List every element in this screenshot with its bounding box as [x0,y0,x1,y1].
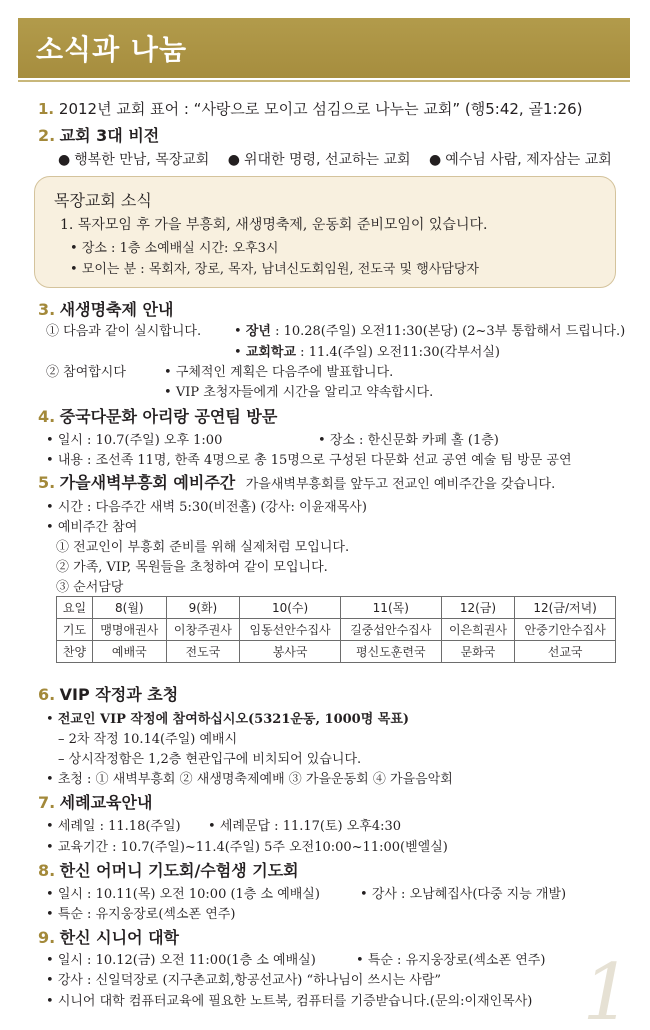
box-line: 1. 목자모임 후 가을 부흥회, 새생명축제, 운동회 준비모임이 있습니다. [60,217,488,233]
senior-donation [46,990,532,1009]
table-cell: 길중섭안수집사 [340,619,441,641]
section-title: VIP 작정과 초청 [59,685,179,704]
bullet-icon: • [46,433,58,448]
section-number: 5. [38,473,56,492]
vision-list [58,149,612,169]
bullet-icon: • [46,953,58,968]
vip-line [46,708,409,727]
detail-text: 일시 : 10.7(주일) 오후 1:00 [57,433,223,448]
baptism-period [46,836,448,855]
bullet-icon: • [46,520,58,535]
baptism-date [46,815,181,834]
bullet-icon: • [234,324,246,339]
section-title: 새생명축제 안내 [59,300,174,319]
bullet-icon: • [46,907,58,922]
detail-text: 시니어 대학 컴퓨터교육에 필요한 노트북, 컴퓨터를 기증받습니다.(문의:이재인목사) [57,994,533,1009]
detail-text: 강사 : 오남혜집사(다중 지능 개발) [371,887,567,902]
prep-item: ② 가족, VIP, 목원들을 초청하여 같이 모입니다. [56,560,328,575]
section-title: 중국다문화 아리랑 공연팀 방문 [59,407,278,426]
bullet-icon: • [360,887,372,902]
revival-time [46,496,367,515]
section-number: 6. [38,685,56,704]
visit-date [46,429,222,448]
box-line [70,237,278,256]
bullet-icon: • [46,500,58,515]
schedule-table [56,596,616,663]
table-cell: 기도 [57,619,93,641]
festival-point: ② 참여합시다 [46,365,126,380]
vision-item: 예수님 사람, 제자삼는 교회 [445,152,612,168]
section-number: 3. [38,300,56,319]
table-cell: 11(목) [340,597,441,619]
table-row [57,641,616,663]
detail-text: 전교인 VIP 작정에 참여하십시오(5321운동, 1000명 목표) [57,712,410,727]
senior-heading [38,925,179,948]
bullet-icon: ● [58,152,71,168]
table-cell: 평신도훈련국 [340,641,441,663]
table-cell: 12(금/저녁) [515,597,616,619]
bullet-icon: • [46,973,58,988]
table-cell: 8(월) [93,597,167,619]
bullet-icon: • [46,712,58,727]
detail-text: 특순 : 유지웅장로(섹소폰 연주) [57,907,236,922]
table-cell: 문화국 [441,641,515,663]
detail-text: 세례일 : 11.18(주일) [57,819,181,834]
section-subtitle: 가을새벽부흥회를 앞두고 전교인 예비주간을 갖습니다. [245,477,556,492]
header-rule [18,80,630,82]
section-number: 1. [38,100,55,118]
prayer-special [46,903,235,922]
prep-item: ③ 순서담당 [56,580,124,595]
revival-prep [46,516,137,535]
prep-item: ① 전교인이 부흥회 준비를 위해 실제처럼 모입니다. [56,540,350,555]
motto-line [38,98,583,119]
prayer-date [46,883,320,902]
table-cell: 이은희권사 [441,619,515,641]
baptism-heading [38,790,152,813]
festival-heading [38,297,173,320]
detail-text: 내용 : 조선족 11명, 한족 4명으로 총 15명으로 구성된 다문화 선교 공연 예술 팀 방문 공연 [57,453,572,468]
table-cell: 12(금) [441,597,515,619]
section-number: 8. [38,861,56,880]
table-cell: 전도국 [166,641,240,663]
table-row [57,597,616,619]
table-cell: 봉사국 [240,641,341,663]
section-header [18,18,630,78]
detail-label: 교회학교 [245,345,297,360]
detail-text: 구체적인 계획은 다음주에 발표합니다. [175,365,394,380]
bullet-icon: ● [429,152,442,168]
revival-heading [38,470,555,493]
prayer-lecturer [360,883,566,902]
section-number: 4. [38,407,56,426]
detail-text: 시간 : 다음주간 새벽 5:30(비전홀) (강사: 이윤재목사) [57,500,367,515]
festival-point: ① 다음과 같이 실시합니다. [46,324,202,339]
bullet-icon: • [356,953,368,968]
vision-item: 행복한 만남, 목장교회 [74,152,210,168]
visit-heading [38,404,277,427]
box-title: 목장교회 소식 [54,191,152,210]
bullet-icon: • [46,453,58,468]
festival-detail [164,361,393,380]
section-title: 세례교육안내 [59,793,153,812]
vision-heading [38,123,159,146]
section-title: 가을새벽부흥회 예비주간 [59,473,236,492]
table-cell: 안중기안수집사 [515,619,616,641]
section-title: 한신 어머니 기도회/수험생 기도회 [59,861,299,880]
table-cell: 10(수) [240,597,341,619]
vip-line: – 2차 작정 10.14(주일) 예배시 [58,732,238,747]
visit-content [46,449,572,468]
detail-text: 교육기간 : 10.7(주일)~11.4(주일) 5주 오전10:00~11:00(벧엘실) [57,840,448,855]
bullet-icon: • [46,819,58,834]
table-row [57,619,616,641]
box-detail: 장소 : 1층 소예배실 시간: 오후3시 [81,241,279,256]
detail-text: 일시 : 10.11(목) 오전 10:00 (1층 소 예배실) [57,887,320,902]
festival-detail [164,381,433,400]
page-number: 1 [582,948,632,1030]
bullet-icon: • [208,819,220,834]
festival-detail [234,341,500,360]
table-cell: 임동선안수집사 [240,619,341,641]
table-cell: 찬양 [57,641,93,663]
detail-text: 장소 : 한신문화 카페 홀 (1층) [329,433,499,448]
section-title: 한신 시니어 대학 [59,928,180,947]
vip-line: – 상시작정함은 1,2층 현관입구에 비치되어 있습니다. [58,752,362,767]
detail-text: 예비주간 참여 [57,520,138,535]
vision-item: 위대한 명령, 선교하는 교회 [243,152,411,168]
box-line [70,258,479,277]
bullet-icon: • [46,840,58,855]
festival-detail [234,320,625,339]
table-cell: 선교국 [515,641,616,663]
senior-date [46,949,316,968]
table-cell: 맹명애권사 [93,619,167,641]
detail-text: 일시 : 10.12(금) 오전 11:00(1층 소 예배실) [57,953,316,968]
detail-text: : 10.28(주일) 오전11:30(본당) (2~3부 통합해서 드립니다.) [270,324,626,339]
detail-label: 장년 [245,324,271,339]
senior-lecturer [46,969,441,988]
table-cell: 이창주권사 [166,619,240,641]
section-number: 7. [38,793,56,812]
section-number: 9. [38,928,56,947]
detail-text: 특순 : 유지웅장로(섹소폰 연주) [367,953,546,968]
senior-special [356,949,545,968]
detail-text: VIP 초청자들에게 시간을 알리고 약속합시다. [175,385,434,400]
detail-text: 초청 : ① 새벽부흥회 ② 새생명축제예배 ③ 가을운동회 ④ 가을음악회 [57,772,453,787]
bullet-icon: • [46,772,58,787]
bullet-icon: ● [227,152,240,168]
baptism-interview [208,815,401,834]
vip-invite [46,768,453,787]
header-title: 소식과 나눔 [36,33,187,66]
box-detail: 모이는 분 : 목회자, 장로, 목자, 남녀신도회임원, 전도국 및 행사담당자 [81,262,479,277]
prayer-heading [38,858,299,881]
detail-text: : 11.4(주일) 오전11:30(각부서실) [296,345,500,360]
table-cell: 9(화) [166,597,240,619]
bullet-icon: • [70,241,82,256]
bullet-icon: • [70,262,82,277]
vip-heading [38,682,178,705]
bullet-icon: • [164,365,176,380]
motto-text: 2012년 교회 표어 : “사랑으로 모이고 섬김으로 나누는 교회” (행5:42, 골1:26) [58,100,583,118]
section-title: 교회 3대 비전 [59,126,160,145]
detail-text: 강사 : 신일덕장로 (지구촌교회,항공선교사) “하나님이 쓰시는 사람” [57,973,442,988]
table-cell: 요일 [57,597,93,619]
table-cell: 예배국 [93,641,167,663]
visit-place [318,429,499,448]
bullet-icon: • [164,385,176,400]
section-number: 2. [38,126,56,145]
bullet-icon: • [46,887,58,902]
bullet-icon: • [318,433,330,448]
detail-text: 세례문답 : 11.17(토) 오후4:30 [219,819,402,834]
bullet-icon: • [46,994,58,1009]
bullet-icon: • [234,345,246,360]
